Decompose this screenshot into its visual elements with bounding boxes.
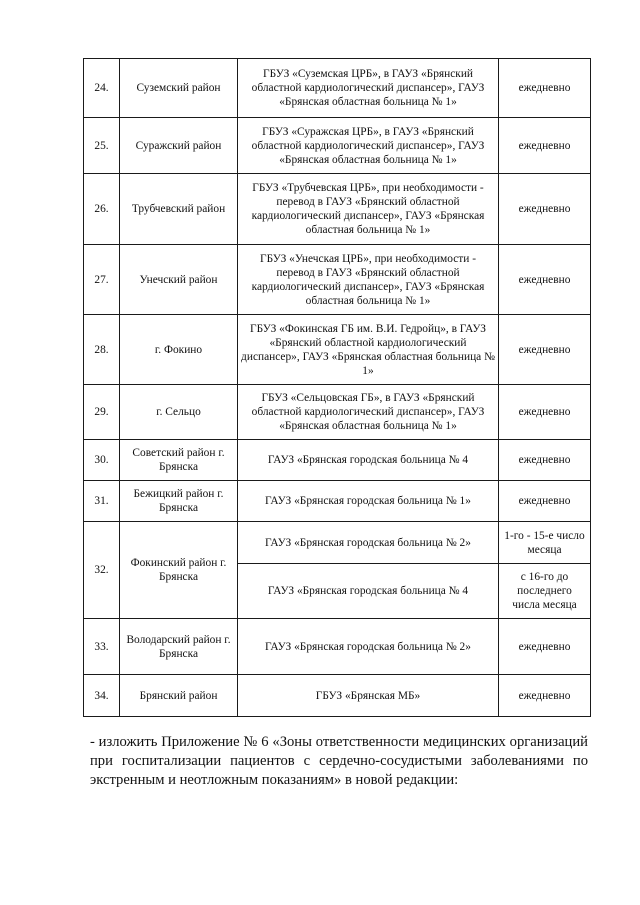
row-number: 32. <box>84 522 120 619</box>
district-cell: Советский район г. Брянска <box>120 440 238 481</box>
schedule-cell: ежедневно <box>499 245 591 315</box>
district-cell: Суражский район <box>120 118 238 174</box>
district-cell: Брянский район <box>120 675 238 717</box>
district-cell: Бежицкий район г. Брянска <box>120 481 238 522</box>
table-row <box>84 619 591 675</box>
row-number: 29. <box>84 385 120 440</box>
organization-cell: ГАУЗ «Брянская городская больница № 4 <box>238 564 499 619</box>
schedule-cell: с 16-го до последнего числа месяца <box>499 564 591 619</box>
table-row <box>84 522 591 564</box>
organization-cell: ГБУЗ «Суражская ЦРБ», в ГАУЗ «Брянский областной кардиологический диспансер», ГАУЗ «Брянская областная больница № 1» <box>238 118 499 174</box>
schedule-cell: ежедневно <box>499 315 591 385</box>
amendment-paragraph: - изложить Приложение № 6 «Зоны ответственности медицинских организаций при госпитализации пациентов с сердечно-сосудистыми заболеваниями по экстренным и неотложным показаниям» в новой редакции: <box>90 734 588 788</box>
table-row <box>84 245 591 315</box>
row-number: 30. <box>84 440 120 481</box>
schedule-cell: ежедневно <box>499 118 591 174</box>
organization-cell: ГАУЗ «Брянская городская больница № 1» <box>238 481 499 522</box>
district-cell: Суземский район <box>120 59 238 118</box>
district-cell: г. Сельцо <box>120 385 238 440</box>
table-row <box>84 315 591 385</box>
table-row <box>84 675 591 717</box>
table-row <box>84 481 591 522</box>
table-row <box>84 385 591 440</box>
organization-cell: ГБУЗ «Унечская ЦРБ», при необходимости - перевод в ГАУЗ «Брянский областной кардиологический диспансер», ГАУЗ «Брянская областная больница № 1» <box>238 245 499 315</box>
district-cell: Володарский район г. Брянска <box>120 619 238 675</box>
organization-cell: ГБУЗ «Суземская ЦРБ», в ГАУЗ «Брянский областной кардиологический диспансер», ГАУЗ «Брянская областная больница № 1» <box>238 59 499 118</box>
organization-cell: ГБУЗ «Трубчевская ЦРБ», при необходимости - перевод в ГАУЗ «Брянский областной кардиологический диспансер», ГАУЗ «Брянская областная больница № 1» <box>238 174 499 245</box>
organization-cell: ГБУЗ «Брянская МБ» <box>238 675 499 717</box>
schedule-cell: 1-го - 15-е число месяца <box>499 522 591 564</box>
row-number: 26. <box>84 174 120 245</box>
schedule-cell: ежедневно <box>499 59 591 118</box>
organization-cell: ГБУЗ «Фокинская ГБ им. В.И. Гедройц», в ГАУЗ «Брянский областной кардиологический диспансер», ГАУЗ «Брянская областная больница № 1» <box>238 315 499 385</box>
row-number: 33. <box>84 619 120 675</box>
schedule-cell: ежедневно <box>499 440 591 481</box>
schedule-cell: ежедневно <box>499 385 591 440</box>
district-cell: Фокинский район г. Брянска <box>120 522 238 619</box>
district-cell: г. Фокино <box>120 315 238 385</box>
district-cell: Унечский район <box>120 245 238 315</box>
row-number: 31. <box>84 481 120 522</box>
table-row <box>84 59 591 118</box>
row-number: 34. <box>84 675 120 717</box>
organization-cell: ГАУЗ «Брянская городская больница № 2» <box>238 619 499 675</box>
responsibility-table <box>83 58 591 717</box>
schedule-cell: ежедневно <box>499 675 591 717</box>
district-cell: Трубчевский район <box>120 174 238 245</box>
table-row <box>84 174 591 245</box>
row-number: 24. <box>84 59 120 118</box>
schedule-cell: ежедневно <box>499 174 591 245</box>
row-number: 25. <box>84 118 120 174</box>
row-number: 27. <box>84 245 120 315</box>
schedule-cell: ежедневно <box>499 481 591 522</box>
row-number: 28. <box>84 315 120 385</box>
table-row <box>84 440 591 481</box>
table-row <box>84 118 591 174</box>
schedule-cell: ежедневно <box>499 619 591 675</box>
organization-cell: ГАУЗ «Брянская городская больница № 2» <box>238 522 499 564</box>
organization-cell: ГБУЗ «Сельцовская ГБ», в ГАУЗ «Брянский областной кардиологический диспансер», ГАУЗ «Брянская областная больница № 1» <box>238 385 499 440</box>
organization-cell: ГАУЗ «Брянская городская больница № 4 <box>238 440 499 481</box>
